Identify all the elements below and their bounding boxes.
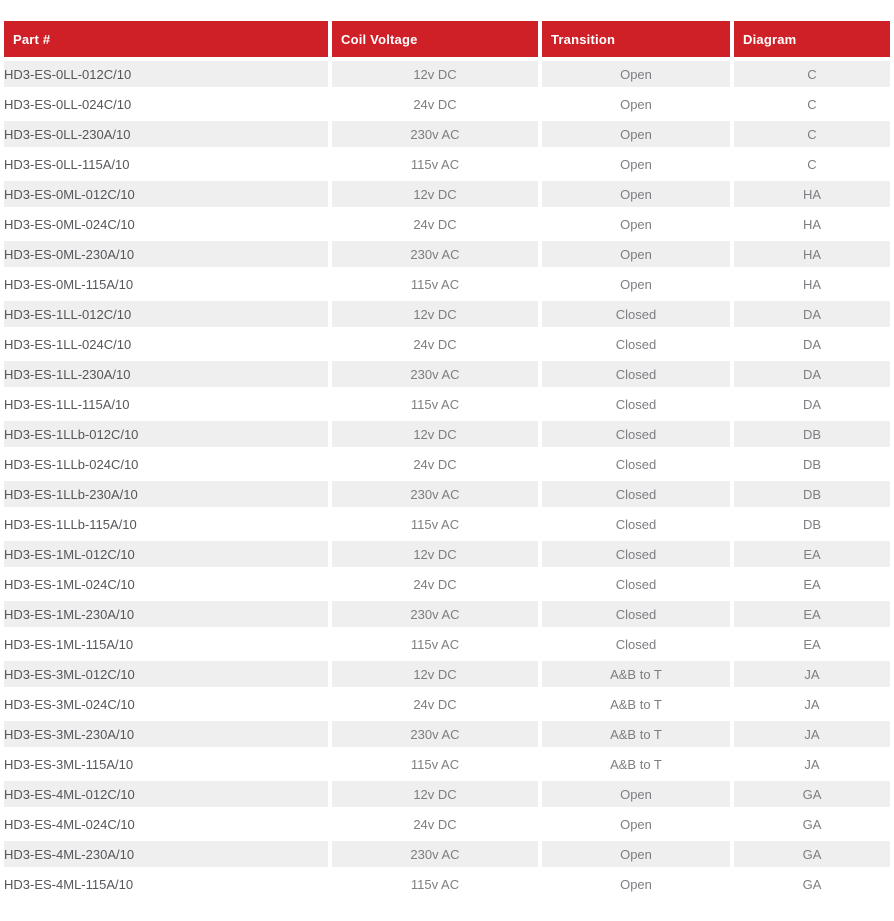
coil-voltage-cell: 115v AC [332, 751, 538, 777]
coil-voltage-cell: 230v AC [332, 121, 538, 147]
table-row [4, 421, 890, 447]
transition-cell: Open [542, 781, 730, 807]
coil-voltage-cell: 24v DC [332, 571, 538, 597]
coil-voltage-cell: 115v AC [332, 151, 538, 177]
part-number-cell: HD3-ES-1ML-230A/10 [4, 601, 328, 627]
column-header-diagram: Diagram [734, 21, 890, 57]
transition-cell: Closed [542, 451, 730, 477]
part-number-cell: HD3-ES-0ML-012C/10 [4, 181, 328, 207]
transition-cell: A&B to T [542, 751, 730, 777]
coil-voltage-cell: 24v DC [332, 451, 538, 477]
diagram-cell: GA [734, 871, 890, 897]
diagram-cell: DA [734, 331, 890, 357]
part-number-cell: HD3-ES-4ML-115A/10 [4, 871, 328, 897]
part-number-cell: HD3-ES-0ML-230A/10 [4, 241, 328, 267]
diagram-cell: HA [734, 211, 890, 237]
transition-cell: Closed [542, 421, 730, 447]
table-row [4, 151, 890, 177]
diagram-cell: C [734, 61, 890, 87]
transition-cell: A&B to T [542, 661, 730, 687]
diagram-cell: DB [734, 421, 890, 447]
diagram-cell: HA [734, 241, 890, 267]
table-row [4, 481, 890, 507]
transition-cell: Closed [542, 541, 730, 567]
table-row [4, 781, 890, 807]
diagram-cell: EA [734, 601, 890, 627]
coil-voltage-cell: 12v DC [332, 301, 538, 327]
transition-cell: A&B to T [542, 721, 730, 747]
diagram-cell: GA [734, 781, 890, 807]
part-number-cell: HD3-ES-0LL-230A/10 [4, 121, 328, 147]
diagram-cell: EA [734, 571, 890, 597]
coil-voltage-cell: 230v AC [332, 241, 538, 267]
table-row [4, 241, 890, 267]
part-number-cell: HD3-ES-3ML-230A/10 [4, 721, 328, 747]
part-number-cell: HD3-ES-1ML-024C/10 [4, 571, 328, 597]
part-number-cell: HD3-ES-1LL-230A/10 [4, 361, 328, 387]
transition-cell: Closed [542, 481, 730, 507]
table-row [4, 661, 890, 687]
table-row [4, 631, 890, 657]
coil-voltage-cell: 24v DC [332, 331, 538, 357]
transition-cell: Open [542, 241, 730, 267]
column-header-coil-voltage: Coil Voltage [332, 21, 538, 57]
table-row [4, 751, 890, 777]
coil-voltage-cell: 12v DC [332, 781, 538, 807]
part-number-cell: HD3-ES-3ML-012C/10 [4, 661, 328, 687]
table-row [4, 571, 890, 597]
coil-voltage-cell: 12v DC [332, 61, 538, 87]
part-number-cell: HD3-ES-0LL-024C/10 [4, 91, 328, 117]
coil-voltage-cell: 24v DC [332, 691, 538, 717]
part-number-cell: HD3-ES-1LL-012C/10 [4, 301, 328, 327]
coil-voltage-cell: 230v AC [332, 841, 538, 867]
table-row [4, 541, 890, 567]
transition-cell: Closed [542, 361, 730, 387]
part-number-cell: HD3-ES-0ML-024C/10 [4, 211, 328, 237]
table-row [4, 841, 890, 867]
transition-cell: Open [542, 91, 730, 117]
diagram-cell: C [734, 91, 890, 117]
transition-cell: Open [542, 121, 730, 147]
table-row [4, 361, 890, 387]
diagram-cell: HA [734, 271, 890, 297]
coil-voltage-cell: 115v AC [332, 871, 538, 897]
part-number-cell: HD3-ES-1LL-115A/10 [4, 391, 328, 417]
diagram-cell: DB [734, 481, 890, 507]
transition-cell: Open [542, 841, 730, 867]
diagram-cell: GA [734, 811, 890, 837]
table-row [4, 391, 890, 417]
coil-voltage-cell: 24v DC [332, 211, 538, 237]
table-row [4, 301, 890, 327]
diagram-cell: DB [734, 451, 890, 477]
table-row [4, 601, 890, 627]
part-number-cell: HD3-ES-0LL-012C/10 [4, 61, 328, 87]
diagram-cell: C [734, 151, 890, 177]
transition-cell: A&B to T [542, 691, 730, 717]
transition-cell: Open [542, 211, 730, 237]
column-header-transition: Transition [542, 21, 730, 57]
column-header-part-number: Part # [4, 21, 328, 57]
coil-voltage-cell: 230v AC [332, 481, 538, 507]
part-number-cell: HD3-ES-4ML-230A/10 [4, 841, 328, 867]
diagram-cell: DA [734, 361, 890, 387]
part-number-cell: HD3-ES-1ML-115A/10 [4, 631, 328, 657]
diagram-cell: C [734, 121, 890, 147]
coil-voltage-cell: 115v AC [332, 511, 538, 537]
transition-cell: Closed [542, 331, 730, 357]
table-row [4, 211, 890, 237]
diagram-cell: EA [734, 541, 890, 567]
table-row [4, 271, 890, 297]
part-number-cell: HD3-ES-0ML-115A/10 [4, 271, 328, 297]
diagram-cell: DA [734, 391, 890, 417]
coil-voltage-cell: 230v AC [332, 361, 538, 387]
part-number-cell: HD3-ES-3ML-024C/10 [4, 691, 328, 717]
transition-cell: Open [542, 61, 730, 87]
diagram-cell: GA [734, 841, 890, 867]
transition-cell: Closed [542, 571, 730, 597]
part-number-cell: HD3-ES-0LL-115A/10 [4, 151, 328, 177]
table-row [4, 91, 890, 117]
diagram-cell: JA [734, 661, 890, 687]
coil-voltage-cell: 230v AC [332, 601, 538, 627]
table-header-row [4, 21, 890, 57]
table-row [4, 511, 890, 537]
transition-cell: Closed [542, 511, 730, 537]
transition-cell: Open [542, 181, 730, 207]
transition-cell: Open [542, 151, 730, 177]
table-row [4, 61, 890, 87]
coil-voltage-cell: 24v DC [332, 91, 538, 117]
table-row [4, 691, 890, 717]
coil-voltage-cell: 115v AC [332, 391, 538, 417]
table-row [4, 451, 890, 477]
part-number-cell: HD3-ES-1ML-012C/10 [4, 541, 328, 567]
coil-voltage-cell: 12v DC [332, 661, 538, 687]
coil-voltage-cell: 12v DC [332, 541, 538, 567]
part-number-cell: HD3-ES-3ML-115A/10 [4, 751, 328, 777]
transition-cell: Closed [542, 601, 730, 627]
parts-table [0, 17, 894, 901]
diagram-cell: DB [734, 511, 890, 537]
coil-voltage-cell: 115v AC [332, 271, 538, 297]
part-number-cell: HD3-ES-1LLb-012C/10 [4, 421, 328, 447]
part-number-cell: HD3-ES-4ML-024C/10 [4, 811, 328, 837]
part-number-cell: HD3-ES-1LLb-024C/10 [4, 451, 328, 477]
coil-voltage-cell: 230v AC [332, 721, 538, 747]
table-row [4, 811, 890, 837]
part-number-cell: HD3-ES-1LLb-230A/10 [4, 481, 328, 507]
diagram-cell: EA [734, 631, 890, 657]
transition-cell: Closed [542, 301, 730, 327]
part-number-cell: HD3-ES-1LLb-115A/10 [4, 511, 328, 537]
coil-voltage-cell: 12v DC [332, 421, 538, 447]
coil-voltage-cell: 115v AC [332, 631, 538, 657]
transition-cell: Open [542, 271, 730, 297]
diagram-cell: JA [734, 691, 890, 717]
diagram-cell: DA [734, 301, 890, 327]
part-number-cell: HD3-ES-1LL-024C/10 [4, 331, 328, 357]
table-body [4, 61, 890, 897]
coil-voltage-cell: 24v DC [332, 811, 538, 837]
table-row [4, 871, 890, 897]
table-row [4, 181, 890, 207]
transition-cell: Closed [542, 631, 730, 657]
transition-cell: Open [542, 871, 730, 897]
table-row [4, 721, 890, 747]
part-number-cell: HD3-ES-4ML-012C/10 [4, 781, 328, 807]
transition-cell: Closed [542, 391, 730, 417]
transition-cell: Open [542, 811, 730, 837]
coil-voltage-cell: 12v DC [332, 181, 538, 207]
diagram-cell: JA [734, 751, 890, 777]
table-header [4, 21, 890, 57]
table-row [4, 331, 890, 357]
table-row [4, 121, 890, 147]
diagram-cell: JA [734, 721, 890, 747]
diagram-cell: HA [734, 181, 890, 207]
